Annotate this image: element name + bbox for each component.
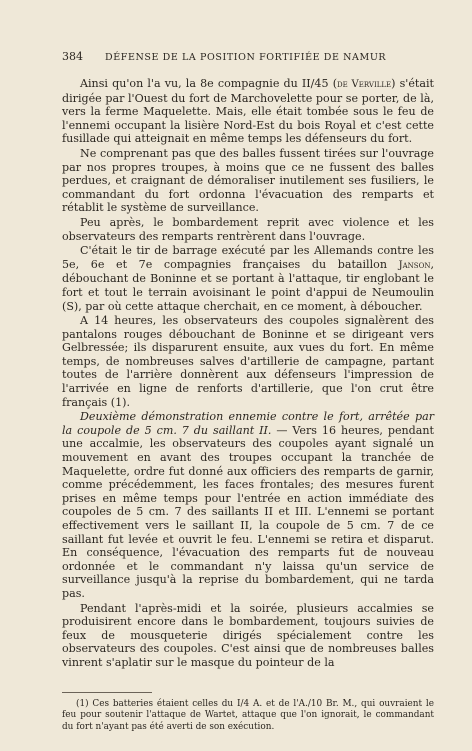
body-text: [62, 77, 434, 670]
section-subheading: Deuxième démonstration ennemie contre le fort, arrêtée par la coupole de 5 cm. 7 du saillant II.: [62, 410, 434, 437]
paragraph-3: Peu après, le bombardement reprit avec violence et les observateurs des remparts rentrèrent dans l'ouvrage.: [62, 215, 434, 243]
person-name: Janson: [398, 259, 431, 271]
paragraph-7: Pendant l'après-midi et la soirée, plusieurs accalmies se produisirent encore dans le bombardement, toujours suivies de feux de mousqueterie dirigés spécialement contre les observateurs des coupoles. C'est ainsi que de nombreuses balles vinrent s'aplatir sur le masque du pointeur de la: [62, 601, 434, 669]
paragraph-4: C'était le tir de barrage exécuté par les Allemands contre les 5e, 6e et 7e compagnies françaises du bataillon Janson, débouchant de Boninne et se portant à l'attaque, tir englobant le fort et tout le terrain avoisinant le point d'appui de Neumoulin (S), par où cette attaque cherchait, en ce moment, à déboucher.: [62, 244, 434, 313]
footnote: (1) Ces batteries étaient celles du I/4 A. et de l'A./10 Br. M., qui ouvraient le feu pour soutenir l'attaque de Wartet, attaque que l'on ignorait, le commandant du fort n'ayant pas été averti de son exécution.: [62, 698, 434, 732]
footnote-divider: [62, 692, 152, 693]
paragraph-5: A 14 heures, les observateurs des coupoles signalèrent des pantalons rouges débouchant de Boninne et se dirigeant vers Gelbressée; ils disparurent ensuite, aux vues du fort. En même temps, de nombreuses salves d'artillerie de campagne, partant toutes de l'arrière donnèrent aux défenseurs l'impression de l'arrivée en ligne de renforts d'artillerie, que l'on crut être français (1).: [62, 314, 434, 409]
running-title: DÉFENSE DE LA POSITION FORTIFIÉE DE NAMUR: [105, 52, 387, 63]
paragraph-6: Deuxième démonstration ennemie contre le fort, arrêtée par la coupole de 5 cm. 7 du saillant II. — Vers 16 heures, pendant une accalmie, les observateurs des coupoles ayant signalé un mouvement en avant des troupes occupant la tranchée de Maquelette, ordre fut donné aux officiers des remparts de garnir, comme précédemment, les faces frontales; des mesures furent prises en même temps pour l'entrée en action immédiate des coupoles de 5 cm. 7 des saillants II et III. L'ennemi se portant effectivement vers le saillant II, la coupole de 5 cm. 7 de ce saillant fut levée et ouvrit le feu. L'ennemi se retira et disparut. En conséquence, l'évacuation des remparts fut de nouveau ordonnée et le commandant n'y laissa qu'un service de surveillance jusqu'à la reprise du bombardement, qui ne tarda pas.: [62, 410, 434, 600]
paragraph-2: Ne comprenant pas que des balles fussent tirées sur l'ouvrage par nos propres troupes, à moins que ce ne fussent des balles perdues, et craignant de démoraliser inutilement ses fusiliers, le commandant du fort ordonna l'évacuation des remparts et rétablit le système de surveillance.: [62, 146, 434, 215]
running-header: [62, 50, 434, 63]
paragraph-1: Ainsi qu'on l'a vu, la 8e compagnie du II/45 (de Verville) s'était dirigée par l'Ouest du fort de Marchovelette pour se porter, de là, vers la ferme Maquelette. Mais, elle était tombée sous le feu de l'ennemi occupant la lisière Nord-Est du bois Royal et c'est cette fusillade qui atteignait en même temps les défenseurs du fort.: [62, 77, 435, 146]
page-number: 384: [62, 50, 83, 63]
person-name: de Verville: [337, 79, 392, 90]
